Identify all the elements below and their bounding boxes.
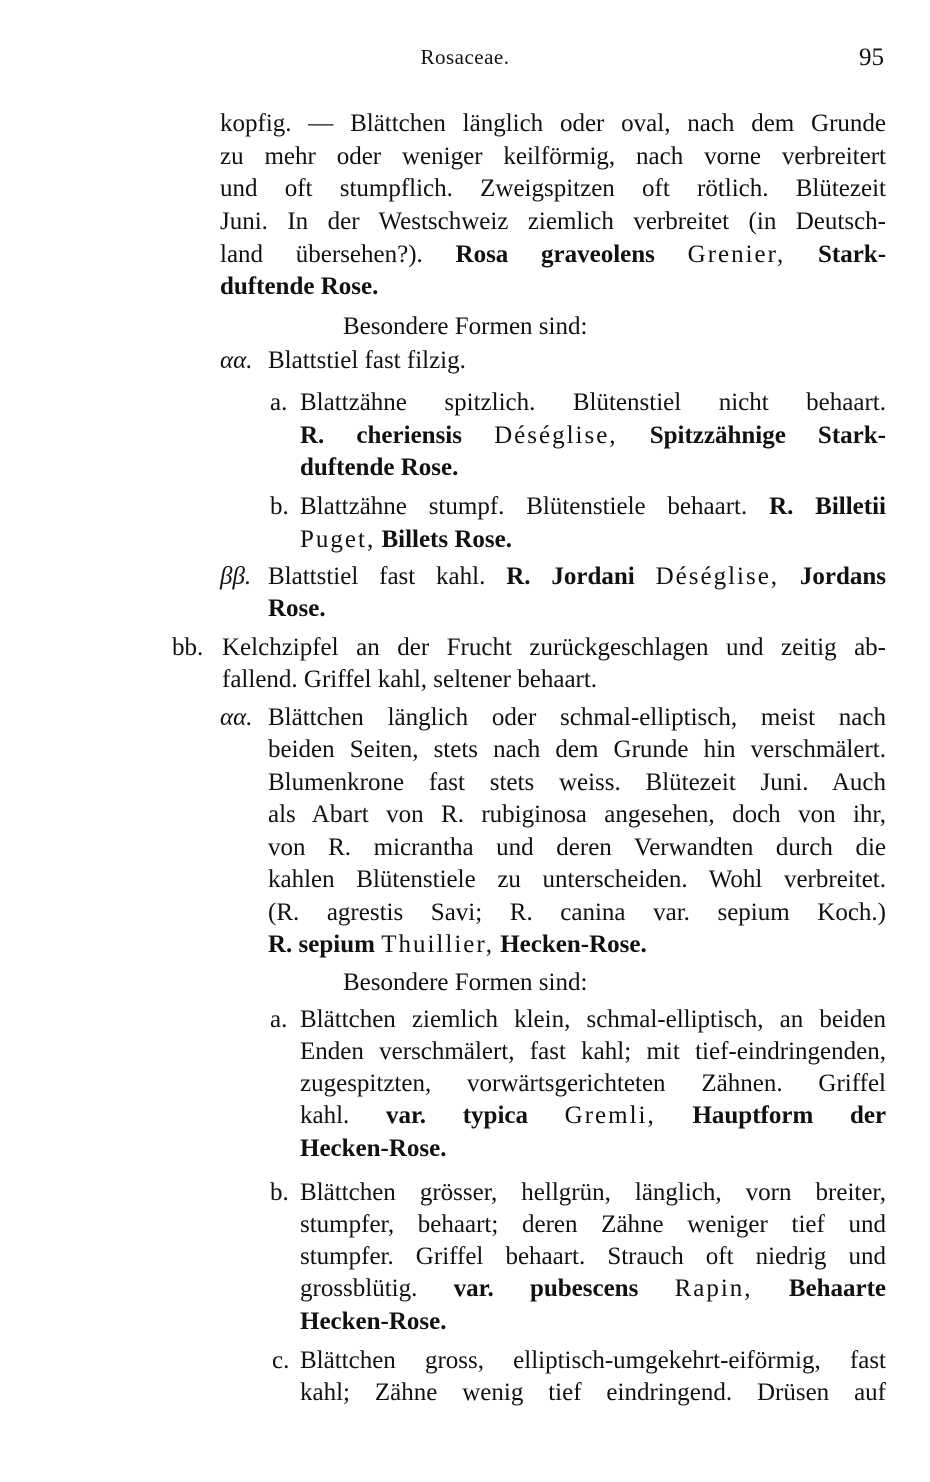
common-name: Behaarte: [788, 1275, 887, 1302]
species-name: R. Billetii: [769, 493, 886, 520]
text-line: stumpfer. Griffel behaart. Strauch oft niedrig und: [300, 1243, 886, 1270]
text-line: [300, 524, 512, 556]
text-line: Blättchen ziemlich klein, schmal-elliptisch, an beiden: [300, 1006, 886, 1033]
common-name-cont: duftende Rose.: [220, 273, 379, 300]
text-line: beiden Seiten, stets nach dem Grunde hin verschmälert.: [268, 736, 886, 763]
text-line: [300, 491, 886, 523]
common-name: Spitzzähnige Stark-: [649, 422, 886, 449]
species-author: Déséglise,: [655, 563, 780, 590]
list-marker: ββ.: [220, 563, 252, 590]
species-name: Rosa graveolens: [455, 241, 655, 268]
species-name: R. cheriensis: [300, 422, 462, 449]
list-marker: αα.: [220, 347, 253, 374]
text-line: Blättchen länglich oder schmal-elliptisch, meist nach: [268, 704, 886, 731]
common-name: Hauptform der: [692, 1102, 887, 1129]
text-run: land übersehen?).: [220, 241, 423, 268]
text-line: und oft stumpflich. Zweigspitzen oft rötlich. Blütezeit: [220, 175, 886, 202]
species-author: Déséglise,: [494, 422, 618, 449]
common-name: Stark-: [817, 241, 887, 268]
running-header: Rosaceae.: [420, 45, 510, 69]
common-name-cont: Hecken-Rose.: [300, 1135, 447, 1162]
list-marker: b.: [270, 1179, 289, 1206]
text-run: Blattstiel fast kahl.: [268, 563, 486, 590]
text-line: [220, 239, 886, 271]
text-line: [268, 929, 647, 961]
text-line: Blattstiel fast filzig.: [268, 347, 466, 374]
text-line: Enden verschmälert, fast kahl; mit tief-eindringenden,: [300, 1038, 886, 1065]
text-line: Blättchen gross, elliptisch-umgekehrt-eiförmig, fast: [300, 1347, 886, 1374]
text-line: (R. agrestis Savi; R. canina var. sepium Koch.): [268, 899, 886, 926]
text-line: kahlen Blütenstiele zu unterscheiden. Wohl verbreitet.: [268, 866, 886, 893]
text-line: [300, 1100, 886, 1132]
text-line: [300, 420, 886, 452]
list-marker: bb.: [172, 634, 204, 661]
text-line: Blattzähne spitzlich. Blütenstiel nicht behaart.: [300, 389, 886, 416]
text-run: Blattzähne stumpf. Blütenstiele behaart.: [300, 493, 748, 520]
species-name: R. sepium: [268, 931, 375, 958]
text-line: von R. micrantha und deren Verwandten durch die: [268, 834, 886, 861]
text-line: kahl; Zähne wenig tief eindringend. Drüsen auf: [300, 1379, 886, 1406]
species-author: Gremli,: [564, 1102, 656, 1129]
page-number: 95: [859, 44, 884, 71]
text-line: zu mehr oder weniger keilförmig, nach vorne verbreitert: [220, 143, 886, 170]
text-line: fallend. Griffel kahl, seltener behaart.: [222, 666, 598, 693]
list-marker: a.: [270, 389, 288, 416]
text-line: [300, 1273, 886, 1305]
common-name-cont: duftende Rose.: [300, 454, 459, 481]
species-author: Grenier,: [687, 241, 786, 268]
common-name-cont: Rose.: [268, 595, 326, 622]
text-line: Blumenkrone fast stets weiss. Blütezeit Juni. Auch: [268, 769, 886, 796]
species-author: Puget,: [300, 526, 376, 553]
text-line: Blättchen grösser, hellgrün, länglich, vorn breiter,: [300, 1179, 886, 1206]
text-run: kahl.: [300, 1102, 350, 1129]
list-marker: a.: [270, 1006, 288, 1033]
text-line: als Abart von R. rubiginosa angesehen, doch von ihr,: [268, 801, 886, 828]
variety-name: var. typica: [385, 1102, 528, 1129]
list-marker: αα.: [220, 704, 253, 731]
list-marker: c.: [272, 1347, 290, 1374]
species-author: Rapin,: [674, 1275, 753, 1302]
subheading: Besondere Formen sind:: [343, 969, 588, 996]
text-line: Kelchzipfel an der Frucht zurückgeschlagen und zeitig ab-: [222, 634, 886, 661]
species-author: Thuillier,: [381, 931, 494, 958]
text-run: grossblütig.: [300, 1275, 418, 1302]
text-line: kopfig. — Blättchen länglich oder oval, nach dem Grunde: [220, 110, 886, 137]
text-line: Juni. In der Westschweiz ziemlich verbreitet (in Deutsch-: [220, 208, 886, 235]
common-name: Jordans: [799, 563, 887, 590]
list-marker: b.: [270, 493, 289, 520]
subheading: Besondere Formen sind:: [343, 313, 588, 340]
text-line: zugespitzten, vorwärtsgerichteten Zähnen. Griffel: [300, 1070, 886, 1097]
species-name: R. Jordani: [506, 563, 635, 590]
common-name: Billets Rose.: [381, 526, 512, 553]
text-line: [268, 561, 886, 593]
text-line: stumpfer, behaart; deren Zähne weniger tief und: [300, 1211, 886, 1238]
common-name: Hecken-Rose.: [500, 931, 647, 958]
common-name-cont: Hecken-Rose.: [300, 1308, 447, 1335]
variety-name: var. pubescens: [453, 1275, 639, 1302]
